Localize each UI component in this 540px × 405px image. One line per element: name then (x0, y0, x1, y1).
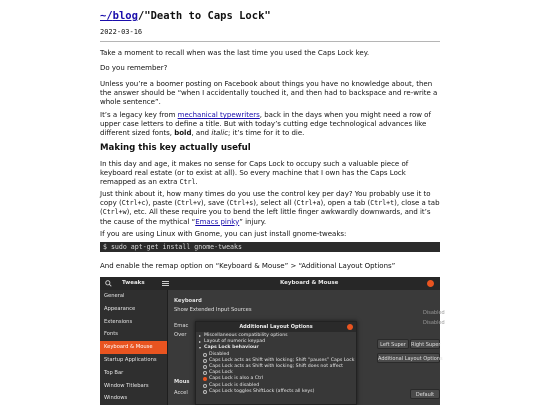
p6-text-e: ), open a tab ( (320, 199, 371, 208)
crumb-slash: / (137, 10, 145, 22)
window-title: Keyboard & Mouse (280, 280, 339, 286)
kbd-ctrl-s: Ctrl+s (229, 199, 254, 208)
kbd-ctrl-a: Ctrl+a (296, 199, 321, 208)
layout-option-label: Caps Lock (209, 370, 233, 376)
sidebar-item-topbar: Top Bar (104, 369, 124, 376)
sidebar-item-titlebars: Window Titlebars (104, 382, 149, 389)
p6-text-f: ), close a tab ( (100, 199, 440, 217)
radio-icon (203, 365, 207, 369)
page-title (100, 10, 271, 24)
mechanical-typewriters-link[interactable]: mechanical typewriters (177, 111, 260, 119)
overview-label: Over (174, 332, 187, 338)
section-keyboard: Keyboard (174, 298, 202, 304)
expand-arrow-icon: ▸ (199, 333, 202, 338)
extended-input-label: Show Extended Input Sources (174, 307, 252, 313)
disabled-value-2: Disabled (423, 320, 445, 326)
dialog-titlebar (196, 322, 356, 332)
right-super-button: Right Super (410, 339, 440, 349)
emacs-pinky-link[interactable]: Emacs pinky (195, 217, 240, 226)
layout-option-label: Miscellaneous compatibility options (204, 333, 288, 338)
post-title: "Death to Caps Lock" (144, 10, 271, 22)
dialog-close-icon (347, 324, 353, 330)
p4-text-a: It’s a legacy key from (100, 111, 178, 119)
kbd-ctrl-w: Ctrl+w (102, 208, 127, 217)
layout-option-label: Caps Lock behaviour (204, 345, 259, 351)
p6-text-a: Just think about it, how many times do you use the control key per day? You probably use it to copy ( (100, 190, 431, 208)
italic-word: italic (211, 129, 229, 138)
additional-layout-options-button: Additional Layout Options (377, 353, 440, 363)
paragraph-3: Unless you’re a boomer posting on Facebook about things you have no knowledge about, then the answer should be “when I accidentally touched it, and then had to backspace and re-write a whole sentence”. (100, 80, 438, 107)
kbd-ctrl-v: Ctrl+v (177, 199, 201, 208)
layout-option-label: Caps Lock is also a Ctrl (209, 376, 264, 382)
additional-layout-options-dialog (195, 321, 357, 405)
sidebar-item-windows: Windows (104, 395, 128, 402)
layout-option-label: Caps Lock acts as Shift with locking; Shift does not affect (209, 363, 343, 369)
p5-text-a: In this day and age, it makes no sense for Caps Lock to occupy such a valuable piece of keyboard real estate (or to exist at all). So every machine that I own has the Caps Lock remapped as an extra (100, 160, 409, 187)
install-command: $ sudo apt-get install gnome-tweaks (100, 242, 440, 252)
p4-text-b: , back in the days when you might need a row of upper case letters to define a title. But with today’s cutting edge technological advances like different sized fonts, (100, 111, 431, 138)
options-list (196, 332, 356, 396)
p6-text-d: ), select all ( (253, 199, 297, 208)
p4-text-d: ; it’s time for it to die. (228, 129, 305, 138)
paragraph-4 (100, 111, 440, 139)
kbd-ctrl-c: Ctrl+c (121, 199, 146, 208)
acceleration-dropdown: Default (410, 389, 440, 399)
screenshot-titlebar (100, 277, 440, 290)
paragraph-2: Do you remember? (100, 64, 168, 72)
p6-text-h: ” injury. (239, 217, 267, 226)
paragraph-8: And enable the remap option on “Keyboard & Mouse” > “Additional Layout Options” (100, 262, 396, 270)
emacs-label: Emac (174, 323, 189, 329)
paragraph-1: Take a moment to recall when was the last time you used the Caps Lock key. (100, 49, 370, 57)
p5-text-b: . (195, 178, 198, 187)
bold-word: bold (174, 129, 192, 138)
layout-option-label: Disabled (209, 351, 230, 357)
radio-icon (203, 384, 207, 388)
expand-arrow-icon: ▸ (199, 339, 202, 345)
radio-icon (203, 359, 207, 363)
sidebar-item-appearance: Appearance (104, 305, 136, 312)
layout-option-label: Caps Lock acts as Shift with locking; Shift “pauses” Caps Lock (209, 357, 355, 363)
close-icon (427, 280, 434, 287)
sidebar-item-general: General (104, 293, 125, 299)
hamburger-icon (162, 281, 169, 286)
sidebar-item-extensions: Extensions (104, 318, 133, 325)
sidebar-item-fonts: Fonts (104, 331, 118, 338)
sidebar-item-keyboard-mouse: Keyboard & Mouse (100, 341, 167, 354)
blog-post (100, 0, 445, 405)
radio-icon (203, 377, 207, 381)
p6-text-g: ), etc. All these require you to bend the left little finger awkwardly downwards, and it’s the cause of the mythical “ (100, 208, 431, 226)
app-title: Tweaks (122, 280, 145, 286)
p6-text-c: ), save ( (200, 199, 230, 208)
radio-icon (203, 371, 207, 375)
sidebar-item-startup: Startup Applications (104, 356, 157, 363)
blog-link[interactable]: blog (112, 10, 138, 22)
layout-option-item (199, 389, 353, 395)
home-link[interactable]: ~/ (100, 10, 113, 22)
acceleration-label: Accel (174, 390, 188, 396)
radio-icon (203, 390, 207, 394)
paragraph-6 (100, 190, 440, 227)
layout-option-label: Layout of numeric keypad (204, 339, 266, 345)
section-heading: Making this key actually useful (100, 143, 251, 153)
kbd-ctrl: Ctrl (179, 178, 196, 187)
disabled-value-1: Disabled (423, 310, 445, 316)
paragraph-5 (100, 160, 440, 188)
search-icon (105, 280, 112, 287)
p6-text-b: ), paste ( (145, 199, 178, 208)
screenshot-sidebar (100, 290, 168, 405)
collapse-arrow-icon: ▾ (199, 345, 202, 351)
radio-icon (203, 353, 207, 357)
tweaks-screenshot (100, 277, 445, 405)
divider (100, 41, 440, 42)
left-super-button: Left Super (377, 339, 409, 349)
layout-option-label: Caps Lock toggles ShiftLock (affects all keys) (209, 388, 315, 394)
paragraph-7: If you are using Linux with Gnome, you can just install gnome-tweaks: (100, 230, 347, 238)
dialog-title: Additional Layout Options (239, 324, 313, 330)
mouse-section-label: Mous (174, 379, 190, 385)
post-date: 2022-03-16 (100, 28, 143, 36)
kbd-ctrl-t: Ctrl+t (370, 199, 395, 208)
p4-text-c: , and (191, 129, 212, 138)
layout-option-label: Caps Lock is disabled (209, 382, 260, 388)
